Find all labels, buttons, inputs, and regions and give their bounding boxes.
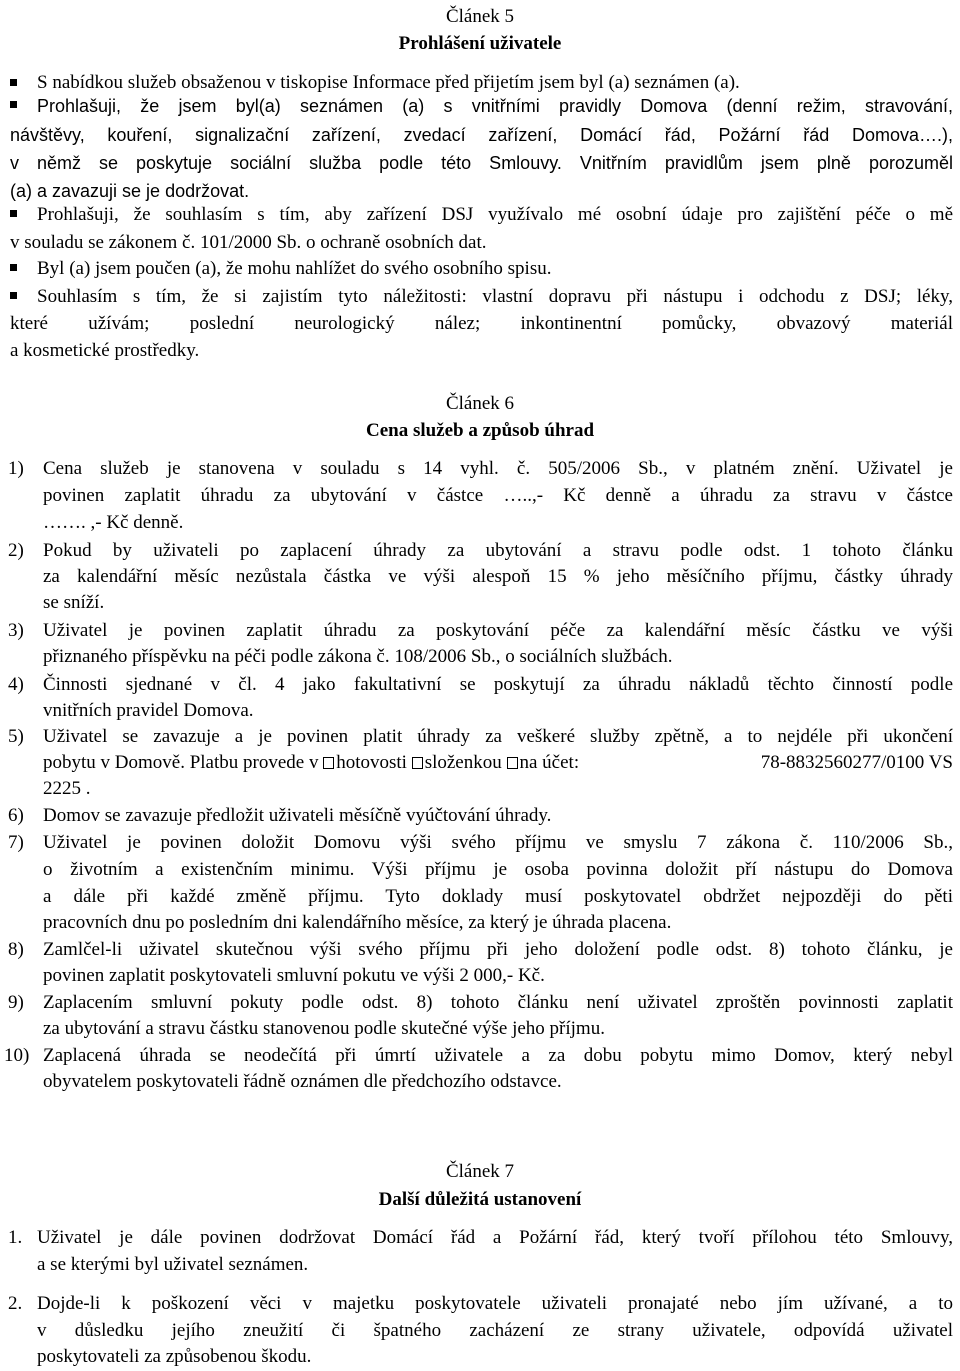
account-number: 78-8832560277/0100 VS (760, 752, 953, 773)
bullet-icon (10, 210, 17, 217)
payment-prefix: pobytu v Domově. Platbu provede v (43, 752, 324, 773)
list-line: a dále při každé změně příjmu. Tyto doklady musí poskytovatel obdržet nejpozději do pěti (43, 886, 953, 907)
option-postal-order-label: složenkou (424, 752, 502, 773)
list-number: 8) (8, 939, 24, 960)
bullet-line: Prohlašuji, že souhlasím s tím, aby zařízení DSJ využívalo mé osobní údaje pro zajištění péče o mě (37, 204, 953, 225)
list-number: 1) (8, 458, 24, 479)
article7-heading: Článek 7 (445, 1161, 515, 1182)
bullet-line: a kosmetické prostředky. (10, 340, 200, 361)
list-line: za kalendářní měsíc nezůstala částka ve výši alespoň 15 % jeho měsíčního příjmu, částky úhrady (43, 566, 953, 587)
list-number: 1. (8, 1227, 23, 1248)
bullet-line: které užívám; poslední neurologický nález; inkontinentní pomůcky, obvazový materiál (10, 313, 953, 334)
bullet-line: Souhlasím s tím, že si zajistím tyto náležitosti: vlastní dopravu při nástupu i odchodu z DSJ; léky, (37, 286, 953, 307)
list-number: 2) (8, 540, 24, 561)
list-number: 3) (8, 620, 24, 641)
list-line: povinen zaplatit poskytovateli smluvní pokutu ve výši 2 000,- Kč. (43, 965, 545, 986)
list-line: Domov se zavazuje předložit uživateli měsíčně vyúčtování úhrady. (43, 805, 552, 826)
list-line: za ubytování a stravu částku stanovenou podle skutečné výše jeho příjmu. (43, 1018, 605, 1039)
payment-text (43, 750, 579, 776)
list-line: Cena služeb je stanovena v souladu s 14 vyhl. č. 505/2006 Sb., v platném znění. Uživatel je (43, 458, 953, 479)
list-number: 4) (8, 674, 24, 695)
article5-title: Prohlášení uživatele (398, 33, 562, 54)
list-line: Zaplacením smluvní pokuty podle odst. 8) tohoto článku není uživatel zproštěn povinnosti zaplatit (43, 992, 953, 1013)
article6-heading: Článek 6 (445, 393, 515, 414)
list-line: pracovních dnu po posledním dni kalendářního měsíce, za který je úhrada placena. (43, 912, 672, 933)
bullet-line: Byl (a) jsem poučen (a), že mohu nahlížet do svého osobního spisu. (37, 258, 552, 279)
list-line: povinen zaplatit úhradu za ubytování v částce …..,- Kč denně a úhradu za stravu v částce (43, 485, 953, 506)
bullet-line: v souladu se zákonem č. 101/2000 Sb. o ochraně osobních dat. (10, 232, 487, 253)
checkbox-bank-account[interactable] (507, 757, 518, 769)
bullet-line: návštěvy, kouření, signalizační zařízení, zvedací zařízení, Domácí řád, Požární řád Domova….), (10, 125, 953, 145)
article6-title: Cena služeb a způsob úhrad (365, 420, 595, 441)
option-cash-label: hotovosti (336, 752, 407, 773)
list-line: přiznaného příspěvku na péči podle zákona č. 108/2006 Sb., o sociálních službách. (43, 646, 673, 667)
bullet-line: (a) a zavazuji se je dodržovat. (10, 181, 250, 201)
bullet-icon (10, 264, 17, 271)
list-number: 10) (4, 1045, 30, 1066)
bullet-line: Prohlašuji, že jsem byl(a) seznámen (a) s vnitřními pravidly Domova (denní režim, stravování, (37, 96, 953, 116)
list-number: 2. (8, 1293, 23, 1314)
bullet-icon (10, 101, 17, 108)
list-line: a se kterými byl uživatel seznámen. (37, 1254, 309, 1275)
list-line: Dojde-li k poškození věci v majetku poskytovatele uživateli pronajaté nebo jím užívané, a to (37, 1293, 953, 1314)
list-number: 6) (8, 805, 24, 826)
bullet-line: v němž se poskytuje sociální služba podle této Smlouvy. Vnitřním pravidlům jsem plně porozuměl (10, 153, 953, 173)
list-line: Uživatel je dále povinen dodržovat Domácí řád a Požární řád, který tvoří přílohou této Smlouvy, (37, 1227, 953, 1248)
option-bank-account-label: na účet: (519, 752, 580, 773)
list-line: ……. ,- Kč denně. (43, 512, 184, 533)
list-number: 7) (8, 832, 24, 853)
payment-method-line (43, 750, 953, 776)
list-line: 2225 . (43, 778, 91, 799)
list-number: 5) (8, 726, 24, 747)
list-line: Uživatel je povinen zaplatit úhradu za poskytování péče za kalendářní měsíc částku ve výši (43, 620, 953, 641)
list-line: Činnosti sjednané v čl. 4 jako fakultativní se poskytují za úhradu nákladů těchto činností podle (43, 674, 953, 695)
bullet-icon (10, 79, 17, 86)
list-line: obyvatelem poskytovateli řádně oznámen dle předchozího odstavce. (43, 1071, 562, 1092)
list-line: vnitřních pravidel Domova. (43, 700, 254, 721)
list-line: Zaplacená úhrada se neodečítá při úmrtí uživatele a za dobu pobytu mimo Domov, který nebyl (43, 1045, 953, 1066)
list-line: poskytovateli za způsobenou škodu. (37, 1346, 312, 1367)
list-line: v důsledku jejího zneužití či špatného zacházení ze strany uživatele, odpovídá uživatel (37, 1320, 953, 1341)
list-line: Uživatel je povinen doložit Domovu výši svého příjmu ve smyslu 7 zákona č. 110/2006 Sb., (43, 832, 953, 853)
checkbox-postal-order[interactable] (412, 757, 423, 769)
checkbox-cash[interactable] (323, 757, 334, 769)
bullet-icon (10, 292, 17, 299)
list-line: o životním a existenčním minimu. Výši příjmu je osoba povinna doložit pří nástupu do Domova (43, 859, 953, 880)
article5-heading: Článek 5 (445, 6, 515, 27)
list-line: Uživatel se zavazuje a je povinen platit úhrady za veškeré služby zpětně, a to nejdéle při ukončení (43, 726, 953, 747)
list-line: Zamlčel-li uživatel skutečnou výši svého příjmu při jeho doložení podle odst. 8) tohoto článku, je (43, 939, 953, 960)
list-line: se sníží. (43, 592, 105, 613)
list-line: Pokud by uživateli po zaplacení úhrady za ubytování a stravu podle odst. 1 tohoto článku (43, 540, 953, 561)
bullet-line: S nabídkou služeb obsaženou v tiskopise Informace před přijetím jsem byl (a) seznámen (a). (37, 72, 740, 93)
list-number: 9) (8, 992, 24, 1013)
article7-title: Další důležitá ustanovení (378, 1189, 582, 1210)
